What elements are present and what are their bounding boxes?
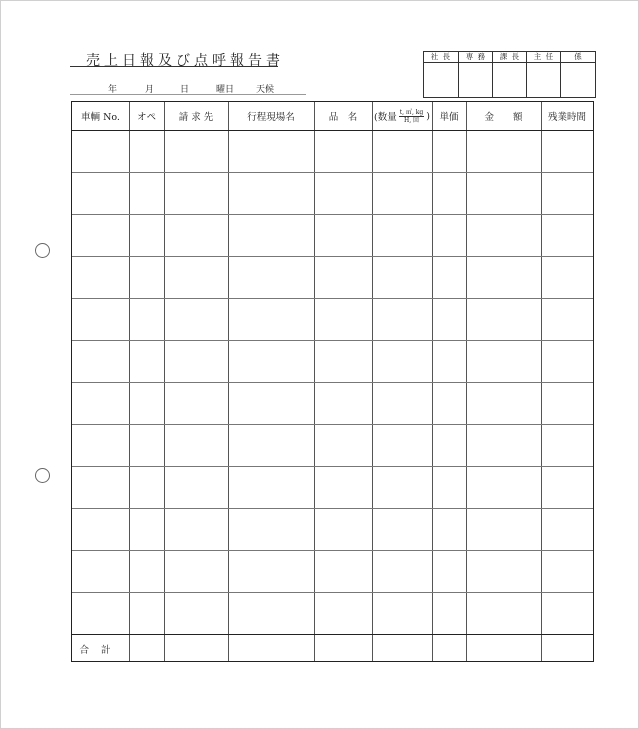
weekday-label: 曜日 bbox=[216, 85, 235, 95]
header-site-name: 行程現場名 bbox=[247, 112, 295, 123]
row-divider bbox=[72, 340, 593, 341]
weather-label: 天候 bbox=[256, 85, 275, 95]
row-divider bbox=[72, 550, 593, 551]
date-weather-line bbox=[70, 82, 306, 95]
quantity-units bbox=[399, 109, 425, 124]
row-divider bbox=[72, 592, 593, 593]
stamp-section-chief: 課 長 bbox=[492, 52, 527, 97]
title-underline bbox=[70, 66, 278, 67]
header-billing-to: 請 求 先 bbox=[178, 112, 214, 123]
quantity-units-bottom: H, 回 bbox=[403, 116, 420, 124]
row-divider bbox=[72, 214, 593, 215]
row-divider bbox=[72, 634, 593, 635]
row-divider bbox=[72, 130, 593, 131]
stamp-supervisor: 主 任 bbox=[526, 52, 561, 97]
row-divider bbox=[72, 508, 593, 509]
header-unit-price: 単価 bbox=[439, 112, 459, 123]
total-label: 合計 bbox=[79, 645, 123, 656]
quantity-label: (数量 bbox=[374, 112, 397, 123]
row-divider bbox=[72, 382, 593, 383]
binder-hole bbox=[35, 243, 50, 258]
stamp-senior-director: 専 務 bbox=[458, 52, 493, 97]
approval-stamp-box bbox=[423, 51, 596, 98]
month-label: 月 bbox=[145, 85, 155, 95]
quantity-close: ) bbox=[426, 110, 430, 122]
header-amount: 金 額 bbox=[484, 112, 523, 123]
header-product-name: 品 名 bbox=[328, 112, 358, 123]
row-divider bbox=[72, 424, 593, 425]
report-table bbox=[71, 101, 594, 662]
header-vehicle-no: 車輌 No. bbox=[81, 112, 120, 123]
form-title: 売上日報及び点呼報告書 bbox=[86, 53, 284, 69]
row-divider bbox=[72, 172, 593, 173]
binder-hole bbox=[35, 468, 50, 483]
row-divider bbox=[72, 256, 593, 257]
header-overtime: 残業時間 bbox=[547, 112, 586, 123]
row-divider bbox=[72, 298, 593, 299]
header-quantity bbox=[372, 102, 432, 130]
year-label: 年 bbox=[108, 85, 118, 95]
header-operator: オペ bbox=[136, 112, 156, 123]
row-divider bbox=[72, 466, 593, 467]
day-label: 日 bbox=[180, 85, 190, 95]
stamp-president: 社 長 bbox=[424, 52, 458, 97]
quantity-units-top: t, ㎥, kg bbox=[399, 108, 424, 116]
stamp-staff: 係 bbox=[560, 52, 596, 97]
